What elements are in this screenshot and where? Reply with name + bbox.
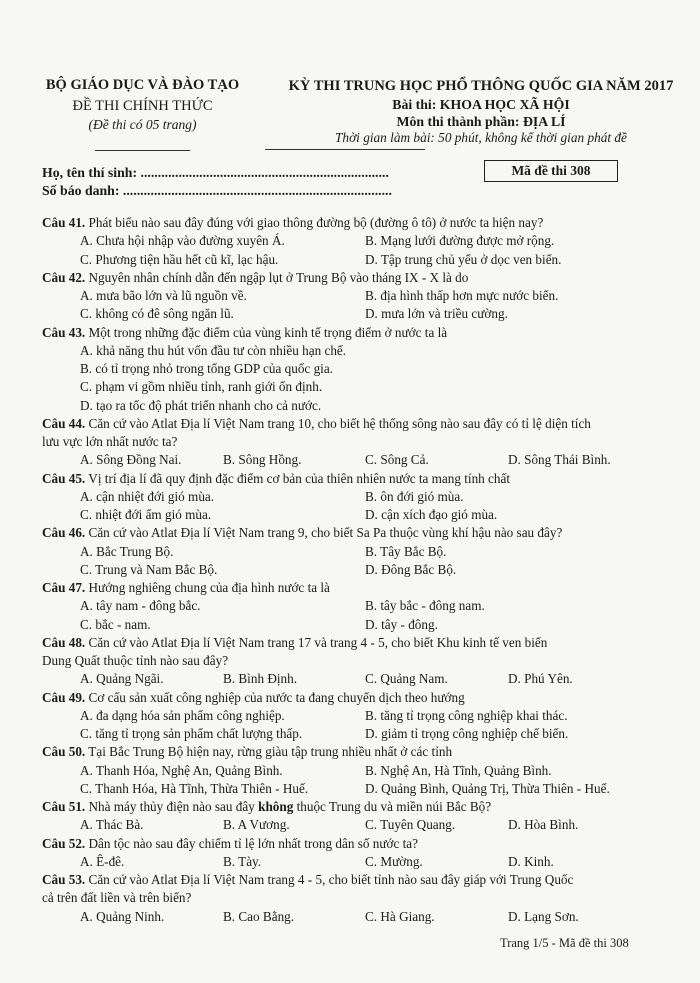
- answer-option: B. ôn đới gió mùa.: [365, 488, 464, 504]
- answer-option: C. Thanh Hóa, Hà Tĩnh, Thừa Thiên - Huế.: [80, 780, 309, 796]
- question-number: Câu 43.: [42, 324, 86, 340]
- answer-option: D. tây - đông.: [365, 616, 438, 632]
- answer-option: D. Hòa Bình.: [508, 817, 579, 833]
- time-line: Thời gian làm bài: 50 phút, không kể thời gian phát đề: [335, 130, 627, 145]
- question-number: Câu 50.: [42, 744, 86, 760]
- header-right-underline: [265, 149, 425, 150]
- answer-option: C. Trung và Nam Bắc Bộ.: [80, 561, 218, 577]
- answer-option: D. cận xích đạo gió mùa.: [365, 507, 498, 522]
- answer-option: C. Quảng Nam.: [365, 671, 448, 687]
- candidate-name-field: Họ, tên thí sinh: ........................................................................: [42, 165, 389, 180]
- ministry-name: BỘ GIÁO DỤC VÀ ĐÀO TẠO: [45, 77, 240, 93]
- question-text: Phát biểu nào sau đây đúng với giao thông đường bộ (đường ô tô) ở nước ta hiện nay?: [88, 215, 544, 230]
- answer-option: B. Tây Bắc Bộ.: [365, 543, 447, 559]
- answer-option: C. Tuyên Quang.: [365, 817, 456, 833]
- answer-option: A. Ê-đê.: [80, 853, 125, 869]
- question-number: Câu 41.: [42, 215, 86, 230]
- answer-option: A. tây nam - đông bắc.: [80, 598, 201, 614]
- answer-option: B. địa hình thấp hơn mực nước biển.: [365, 288, 559, 303]
- question-text-continued: lưu vực lớn nhất nước ta?: [42, 434, 178, 449]
- pages-note: (Đề thi có 05 trang): [88, 117, 197, 132]
- answer-option: A. Chưa hội nhập vào đường xuyên Á.: [80, 233, 285, 249]
- question-stem: [42, 214, 543, 232]
- answer-option: C. Sông Cả.: [365, 452, 429, 468]
- answer-option: D. Kinh.: [508, 853, 554, 869]
- question-text: Tại Bắc Trung Bộ hiện nay, rừng giàu tập trung nhiều nhất ở các tỉnh: [88, 744, 453, 760]
- question-stem: [42, 835, 418, 853]
- answer-option: C. Mường.: [365, 853, 423, 869]
- question-number: Câu 51.: [42, 799, 86, 814]
- answer-option: D. mưa lớn và triều cường.: [365, 306, 508, 322]
- question-number: Câu 47.: [42, 580, 86, 595]
- answer-option: C. không có đê sông ngăn lũ.: [80, 306, 234, 322]
- answer-option: B. Tày.: [223, 853, 262, 869]
- answer-option: C. Phương tiện hầu hết cũ kĩ, lạc hậu.: [80, 251, 279, 267]
- question-text: Nguyên nhân chính dẫn đến ngập lụt ở Trung Bộ vào tháng IX - X là do: [88, 269, 469, 285]
- question-number: Câu 48.: [42, 634, 86, 650]
- question-text-continued: cả trên đất liền và trên biển?: [42, 890, 192, 906]
- official-exam-label: ĐỀ THI CHÍNH THỨC: [72, 98, 213, 114]
- answer-option: B. Cao Bằng.: [223, 908, 295, 924]
- question-stem: [42, 324, 447, 342]
- answer-option: A. đa dạng hóa sản phẩm công nghiệp.: [80, 707, 285, 723]
- question-text: Hướng nghiêng chung của địa hình nước ta là: [88, 580, 330, 595]
- candidate-id-field: Số báo danh: ..............................................................................: [42, 183, 392, 198]
- answer-option: A. Quảng Ngãi.: [80, 671, 164, 687]
- answer-option: A. cận nhiệt đới gió mùa.: [80, 488, 215, 504]
- question-stem: [42, 524, 562, 542]
- question-number: Câu 52.: [42, 835, 86, 851]
- answer-option: D. Đông Bắc Bộ.: [365, 561, 457, 577]
- answer-option: C. nhiệt đới ẩm gió mùa.: [80, 507, 212, 522]
- question-stem: [42, 743, 452, 761]
- question-stem: [42, 579, 330, 597]
- answer-option: D. Tập trung chủ yếu ở dọc ven biển.: [365, 251, 562, 267]
- question-stem: [42, 269, 468, 287]
- question-text: Vị trí địa lí đã quy định đặc điểm cơ bản của thiên nhiên nước ta mang tính chất: [88, 470, 511, 486]
- answer-option: B. Sông Hồng.: [223, 452, 302, 468]
- answer-option: D. Phú Yên.: [508, 671, 573, 687]
- question-text: Căn cứ vào Atlat Địa lí Việt Nam trang 17 và trang 4 - 5, cho biết Khu kinh tế ven biển: [88, 634, 548, 650]
- question-text: Cơ cấu sản xuất công nghiệp của nước ta đang chuyển dịch theo hướng: [88, 689, 465, 705]
- answer-option: A. khả năng thu hút vốn đầu tư còn nhiều hạn chế.: [80, 342, 347, 358]
- question-text: thuộc Trung du và miền núi Bắc Bộ?: [293, 799, 492, 814]
- exam-title: KỲ THI TRUNG HỌC PHỔ THÔNG QUỐC GIA NĂM 2017: [288, 78, 674, 94]
- answer-option: A. Sông Đồng Nai.: [80, 452, 182, 468]
- question-number: Câu 42.: [42, 269, 86, 285]
- answer-option: C. bắc - nam.: [80, 616, 151, 632]
- answer-option: A. mưa bão lớn và lũ nguồn về.: [80, 288, 247, 303]
- question-text: Nhà máy thủy điện nào sau đây: [88, 799, 259, 814]
- question-number: Câu 49.: [42, 689, 86, 705]
- answer-option: B. Nghệ An, Hà Tĩnh, Quảng Bình.: [365, 762, 552, 778]
- answer-option: C. phạm vi gồm nhiều tỉnh, ranh giới ổn định.: [80, 379, 323, 395]
- answer-option: D. giảm tỉ trọng công nghiệp chế biến.: [365, 726, 569, 741]
- answer-option: D. Sông Thái Bình.: [508, 452, 611, 468]
- header-left-underline: [95, 150, 190, 151]
- answer-option: B. A Vương.: [223, 817, 290, 833]
- answer-option: D. Lạng Sơn.: [508, 908, 579, 924]
- question-stem: [42, 415, 591, 433]
- answer-option: A. Thác Bà.: [80, 817, 144, 833]
- answer-option: A. Bắc Trung Bộ.: [80, 543, 174, 559]
- question-text: Một trong những đặc điểm của vùng kinh tế trọng điểm ở nước ta là: [88, 324, 448, 340]
- answer-option: D. tạo ra tốc độ phát triển nhanh cho cả nước.: [80, 397, 322, 413]
- answer-option: A. Quảng Ninh.: [80, 908, 165, 924]
- question-text: Căn cứ vào Atlat Địa lí Việt Nam trang 4 - 5, cho biết tỉnh nào sau đây giáp với Trung Quốc: [88, 872, 574, 887]
- question-number: Câu 53.: [42, 872, 86, 887]
- answer-option: B. Mạng lưới đường được mở rộng.: [365, 233, 555, 249]
- answer-option: D. Quảng Bình, Quảng Trị, Thừa Thiên - Huế.: [365, 780, 610, 796]
- question-stem: [42, 470, 510, 488]
- question-text: Căn cứ vào Atlat Địa lí Việt Nam trang 10, cho biết hệ thống sông nào sau đây có tỉ lệ diện tích: [88, 415, 591, 431]
- question-text: Dân tộc nào sau đây chiếm tỉ lệ lớn nhất trong dân số nước ta?: [88, 835, 418, 851]
- question-number: Câu 44.: [42, 415, 86, 431]
- question-text-continued: Dung Quất thuộc tỉnh nào sau đây?: [42, 653, 229, 668]
- question-number: Câu 45.: [42, 470, 86, 486]
- question-stem: [42, 689, 465, 707]
- answer-option: B. tăng tỉ trọng công nghiệp khai thác.: [365, 707, 568, 723]
- question-stem: [42, 798, 491, 816]
- answer-option: B. tây bắc - đông nam.: [365, 598, 485, 614]
- page-footer: Trang 1/5 - Mã đề thi 308: [500, 936, 629, 950]
- answer-option: B. Bình Định.: [223, 671, 298, 687]
- component-line: Môn thi thành phần: ĐỊA LÍ: [396, 114, 566, 129]
- exam-code-box: Mã đề thi 308: [484, 160, 618, 182]
- answer-option: A. Thanh Hóa, Nghệ An, Quảng Bình.: [80, 762, 283, 778]
- question-emphasis: không: [258, 799, 294, 814]
- question-number: Câu 46.: [42, 525, 86, 541]
- answer-option: C. Hà Giang.: [365, 908, 435, 924]
- question-stem: [42, 634, 547, 652]
- question-stem: [42, 871, 573, 889]
- answer-option: C. tăng tỉ trọng sản phẩm chất lượng thấp.: [80, 726, 303, 741]
- question-text: Căn cứ vào Atlat Địa lí Việt Nam trang 9, cho biết Sa Pa thuộc vùng khí hậu nào sau đây?: [88, 525, 563, 541]
- answer-option: B. có tỉ trọng nhỏ trong tổng GDP của quốc gia.: [80, 361, 333, 376]
- subject-line: Bài thi: KHOA HỌC XÃ HỘI: [392, 97, 570, 112]
